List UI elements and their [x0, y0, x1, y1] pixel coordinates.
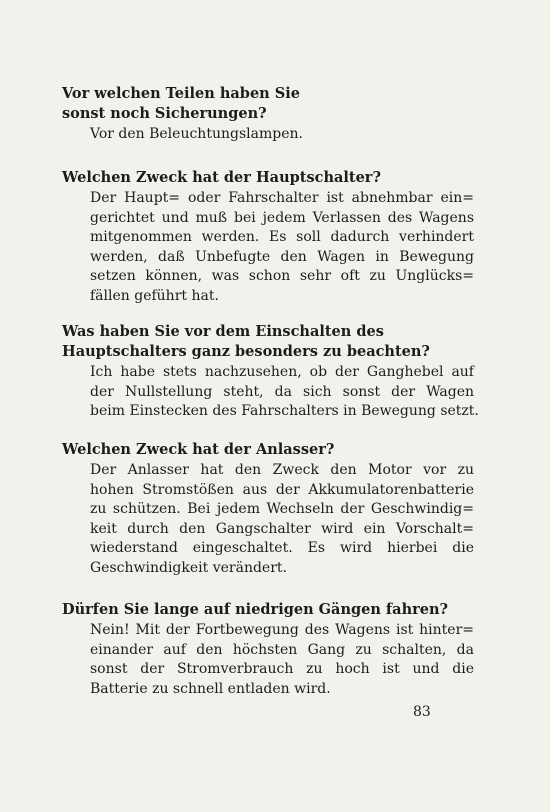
question-line: Hauptschalters ganz besonders zu beachten?: [62, 343, 430, 360]
answer-line: mitgenommen werden. Es soll dadurch verhindert: [90, 229, 474, 245]
question-line: Was haben Sie vor dem Einschalten des: [62, 323, 384, 340]
qa-block-4: [62, 440, 474, 578]
answer-line: Ich habe stets nachzusehen, ob der Ganghebel auf: [90, 364, 474, 380]
answer-line: beim Einstecken des Fahrschalters in Bewegung setzt.: [90, 403, 479, 419]
answer-line: Vor den Beleuchtungslampen.: [90, 126, 303, 142]
question-line: Welchen Zweck hat der Anlasser?: [62, 441, 335, 458]
answer-line: fällen geführt hat.: [90, 287, 219, 304]
answer-line: Geschwindigkeit verändert.: [90, 559, 287, 576]
question-3: [62, 322, 474, 362]
question-line: Vor welchen Teilen haben Sie: [62, 85, 300, 102]
page-number: 83: [413, 704, 431, 720]
answer-line: einander auf den höchsten Gang zu schalten, da: [90, 641, 474, 658]
question-2: [62, 168, 474, 188]
answer-2: [90, 189, 474, 306]
answer-3: [90, 363, 479, 422]
answer-line: wiederstand eingeschaltet. Es wird hierbei die: [90, 540, 474, 556]
qa-block-5: [62, 600, 474, 699]
qa-block-2: [62, 168, 474, 306]
question-line: sonst noch Sicherungen?: [62, 105, 267, 122]
question-1: [62, 84, 474, 124]
question-line: Dürfen Sie lange auf niedrigen Gängen fahren?: [62, 601, 449, 618]
qa-block-3: [62, 322, 479, 422]
answer-5: [90, 621, 474, 699]
question-4: [62, 440, 474, 460]
answer-line: zu schützen. Bei jedem Wechseln der Geschwindig=: [90, 501, 474, 517]
answer-line: hohen Stromstößen aus der Akkumulatorenbatterie: [90, 481, 474, 498]
answer-line: werden, daß Unbefugte den Wagen in Bewegung: [90, 248, 474, 265]
answer-1: [90, 125, 474, 145]
answer-4: [90, 461, 474, 578]
answer-line: der Nullstellung steht, da sich sonst der Wagen: [90, 383, 474, 400]
answer-line: Nein! Mit der Fortbewegung des Wagens ist hinter=: [90, 622, 474, 638]
qa-block-1: [62, 84, 474, 145]
answer-line: Der Anlasser hat den Zweck den Motor vor zu: [90, 462, 474, 478]
answer-line: sonst der Stromverbrauch zu hoch ist und die: [90, 661, 474, 677]
answer-line: gerichtet und muß bei jedem Verlassen des Wagens: [90, 209, 474, 226]
answer-line: setzen können, was schon sehr oft zu Unglücks=: [90, 268, 474, 284]
answer-line: Der Haupt= oder Fahrschalter ist abnehmbar ein=: [90, 190, 474, 206]
answer-line: keit durch den Gangschalter wird ein Vorschalt=: [90, 520, 474, 537]
question-5: [62, 600, 474, 620]
answer-line: Batterie zu schnell entladen wird.: [90, 680, 331, 697]
question-line: Welchen Zweck hat der Hauptschalter?: [62, 169, 381, 186]
